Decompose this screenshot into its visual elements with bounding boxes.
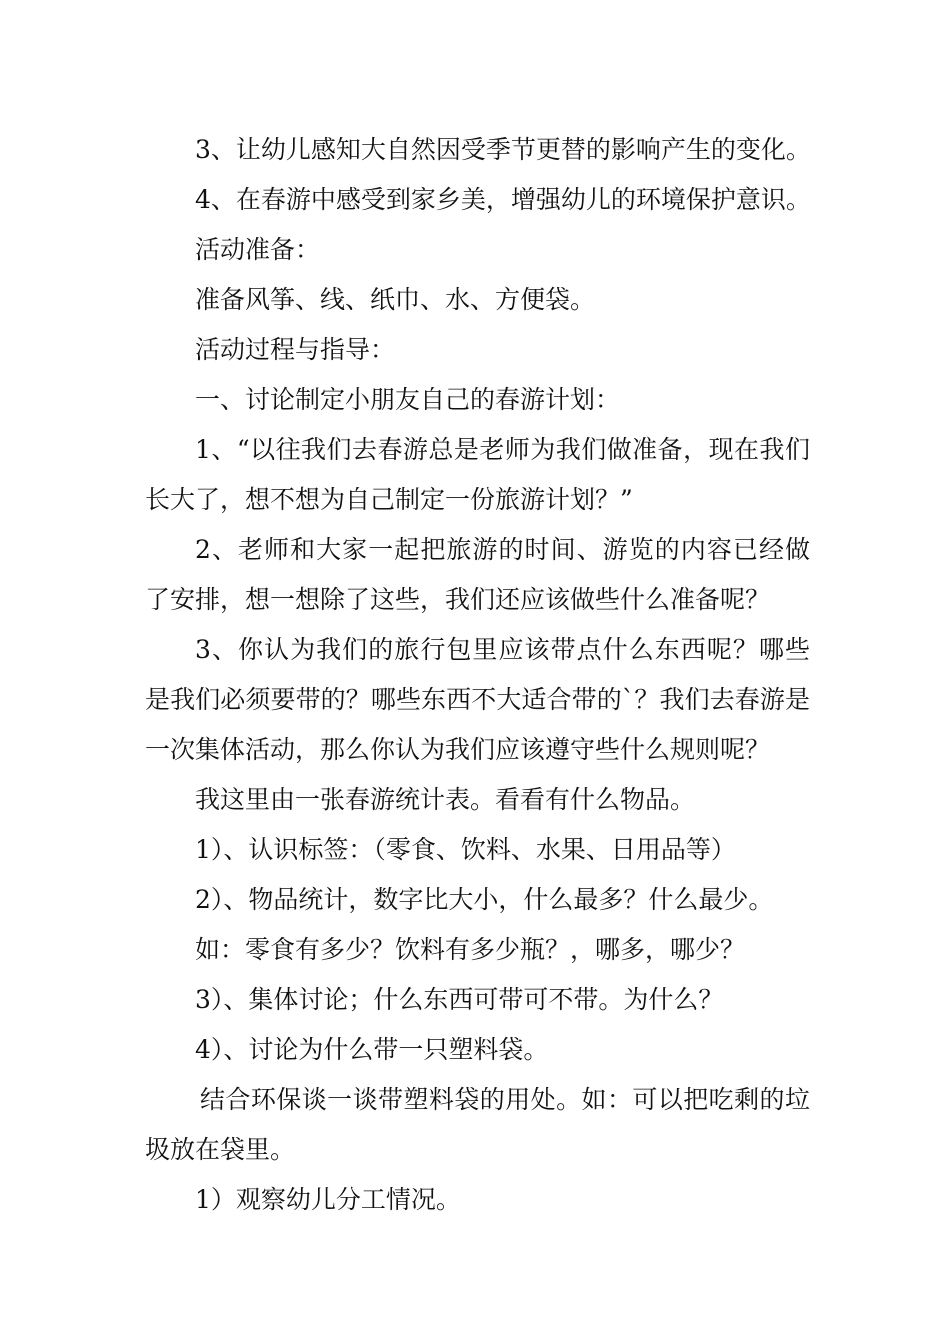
- paragraph-step-3: 3、你认为我们的旅行包里应该带点什么东西呢？哪些是我们必须要带的？哪些东西不大适合带的`？我们去春游是一次集体活动，那么你认为我们应该遵守些什么规则呢？: [145, 635, 810, 764]
- paragraph-environmental: 结合环保谈一谈带塑料袋的用处。如：可以把吃剩的垃圾放在袋里。: [145, 1085, 810, 1164]
- heading-activity-preparation: 活动准备：: [195, 235, 321, 264]
- paragraph-goal-4: 4、在春游中感受到家乡美，增强幼儿的环境保护意识。: [195, 185, 811, 214]
- paragraph-substep-3: 3）、集体讨论；什么东西可带可不带。为什么？: [195, 985, 724, 1014]
- paragraph-step-1: 1、“以往我们去春游总是老师为我们做准备，现在我们长大了，想不想为自己制定一份旅游计划？”: [145, 435, 810, 514]
- paragraph-preparation-items: 准备风筝、线、纸巾、水、方便袋。: [195, 285, 596, 314]
- heading-activity-process: 活动过程与指导：: [195, 335, 396, 364]
- paragraph-step-2: 2、老师和大家一起把旅游的时间、游览的内容已经做了安排，想一想除了这些，我们还应该做些什么准备呢？: [145, 535, 810, 614]
- paragraph-substep-1: 1）、认识标签：（零食、饮料、水果、日用品等）: [195, 835, 736, 864]
- paragraph-statistics-table: 我这里由一张春游统计表。看看有什么物品。: [195, 785, 696, 814]
- paragraph-observation: 1）观察幼儿分工情况。: [195, 1185, 461, 1214]
- paragraph-example: 如：零食有多少？饮料有多少瓶？，哪多，哪少？: [195, 935, 746, 964]
- heading-section-one: 一、讨论制定小朋友自己的春游计划：: [195, 385, 621, 414]
- paragraph-goal-3: 3、让幼儿感知大自然因受季节更替的影响产生的变化。: [195, 135, 811, 164]
- paragraph-substep-4: 4）、讨论为什么带一只塑料袋。: [195, 1035, 549, 1064]
- paragraph-substep-2: 2）、物品统计，数字比大小，什么最多？什么最少。: [195, 885, 774, 914]
